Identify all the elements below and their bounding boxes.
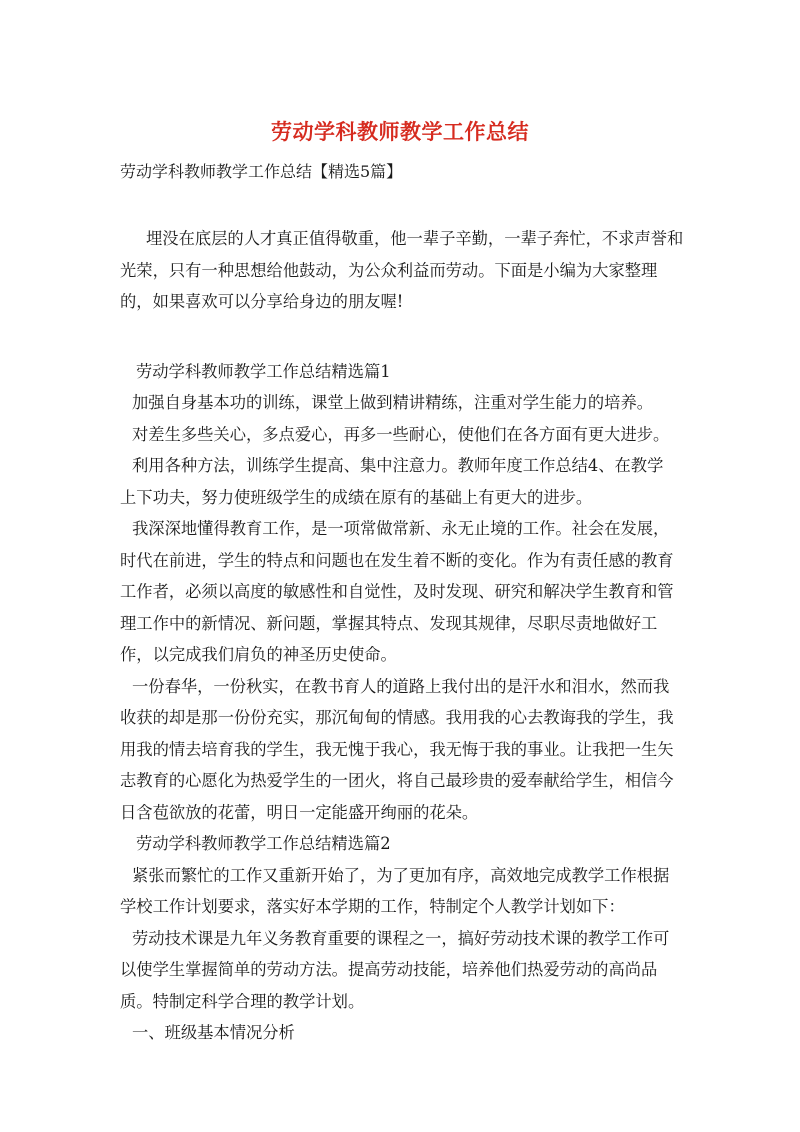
document-body bbox=[120, 223, 688, 1049]
paragraph bbox=[120, 450, 688, 513]
text-line: 理工作中的新情况、新问题，掌握其特点、发现其规律，尽职尽责地做好工 bbox=[120, 613, 658, 633]
text-line: 日含苞欲放的花蕾，明日一定能盛开绚丽的花朵。 bbox=[120, 802, 479, 822]
text-line: 志教育的心愿化为热爱学生的一团火，将自己最珍贵的爱奉献给学生，相信今 bbox=[120, 771, 674, 790]
text-line: 用我的情去培育我的学生，我无愧于我心，我无悔于我的事业。让我把一生矢 bbox=[120, 739, 674, 759]
text-line: 光荣，只有一种思想给他鼓动，为公众利益而劳动。下面是小编为大家整理 bbox=[120, 260, 658, 280]
intro-paragraph bbox=[120, 223, 688, 318]
sub-heading: 一、班级基本情况分析 bbox=[132, 1023, 295, 1042]
page-title: 劳动学科教师教学工作总结 bbox=[271, 119, 529, 144]
document-subtitle: 劳动学科教师教学工作总结【精选5篇】 bbox=[120, 162, 403, 181]
paragraph bbox=[120, 513, 688, 671]
section-heading: 劳动学科教师教学工作总结精选篇1 bbox=[136, 361, 391, 381]
paragraph bbox=[120, 671, 688, 829]
text-line: 工作者，必须以高度的敏感性和自觉性，及时发现、研究和解决学生教育和管 bbox=[120, 582, 674, 601]
paragraph bbox=[120, 923, 688, 1018]
text-line: 作，以完成我们肩负的神圣历史使命。 bbox=[120, 645, 397, 664]
section-heading: 劳动学科教师教学工作总结精选篇2 bbox=[136, 834, 391, 853]
text-line: 时代在前进，学生的特点和问题也在发生着不断的变化。作为有责任感的教育 bbox=[120, 550, 674, 570]
text-line: 学校工作计划要求，落实好本学期的工作，特制定个人教学计划如下： bbox=[120, 897, 625, 916]
paragraph: 加强自身基本功的训练，课堂上做到精讲精练，注重对学生能力的培养。 bbox=[132, 393, 654, 412]
text-line: 我深深地懂得教育工作，是一项常做常新、永无止境的工作。社会在发展， bbox=[132, 519, 670, 538]
text-line: 利用各种方法，训练学生提高、集中注意力。教师年度工作总结4、在教学 bbox=[132, 456, 664, 475]
paragraph bbox=[120, 860, 688, 923]
text-line: 紧张而繁忙的工作又重新开始了，为了更加有序，高效地完成教学工作根据 bbox=[132, 865, 670, 885]
spacer bbox=[120, 318, 688, 356]
text-line: 收获的却是那一份份充实，那沉甸甸的情感。我用我的心去教诲我的学生，我 bbox=[120, 708, 674, 727]
text-line: 质。特制定科学合理的教学计划。 bbox=[120, 991, 365, 1011]
text-line: 劳动技术课是九年义务教育重要的课程之一，搞好劳动技术课的教学工作可 bbox=[132, 928, 670, 948]
text-line: 以使学生掌握简单的劳动方法。提高劳动技能，培养他们热爱劳动的高尚品 bbox=[120, 960, 658, 979]
text-line: 一份春华，一份秋实，在教书育人的道路上我付出的是汗水和泪水，然而我 bbox=[132, 676, 670, 696]
text-line: 上下功夫，努力使班级学生的成绩在原有的基础上有更大的进步。 bbox=[120, 487, 593, 507]
paragraph: 对差生多些关心，多点爱心，再多一些耐心，使他们在各方面有更大进步。 bbox=[132, 424, 670, 444]
text-line: 埋没在底层的人才真正值得敬重，他一辈子辛勤，一辈子奔忙，不求声誉和 bbox=[146, 229, 684, 248]
text-line: 的，如果喜欢可以分享给身边的朋友喔! bbox=[120, 292, 404, 311]
